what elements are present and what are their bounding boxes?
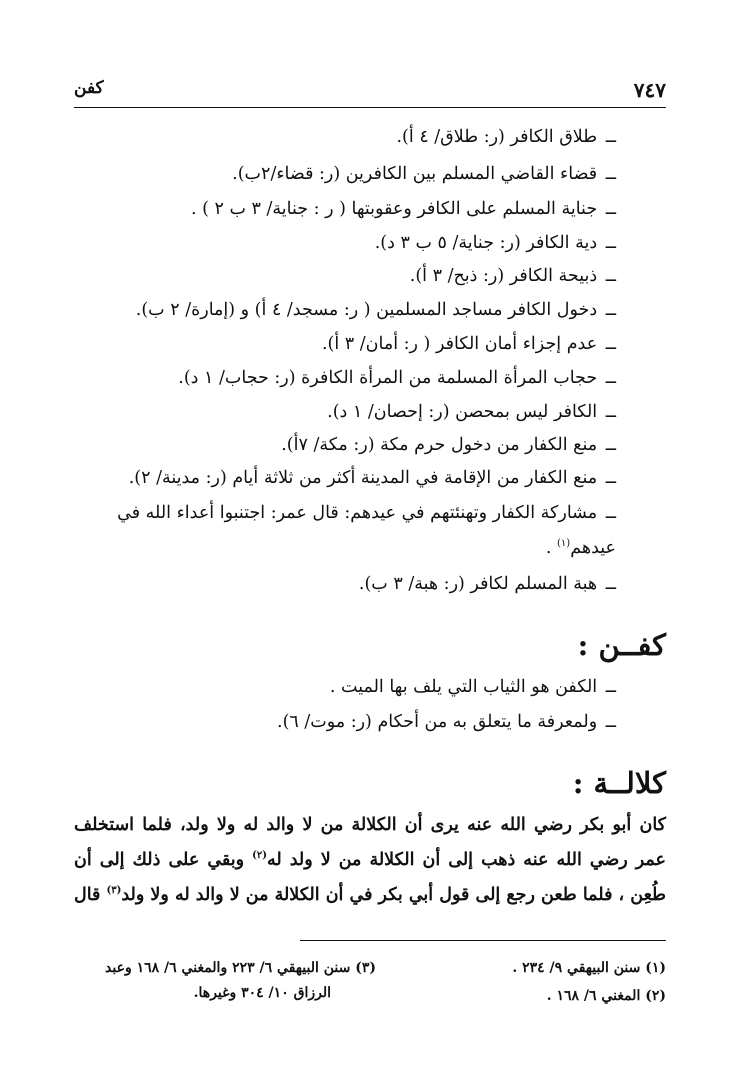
list-item: ــ دية الكافر (ر: جناية/ ٥ ب ٣ د). bbox=[374, 233, 616, 253]
list-item: ــ الكافر ليس بمحصن (ر: إحصان/ ١ د). bbox=[327, 402, 616, 422]
page-number: ٧٤٧ bbox=[633, 78, 666, 102]
list-item-continuation: عيدهم$^{(١)}$ . bbox=[545, 538, 616, 558]
paragraph-line: كان أبو بكر رضي الله عنه يرى أن الكلالة من لا والد له ولا ولد، فلما استخلف bbox=[74, 815, 666, 835]
list-item: ــ عدم إجزاء أمان الكافر ( ر: أمان/ ٣ أ). bbox=[321, 334, 616, 354]
paragraph-line: طُعِن ، فلما طعن رجع إلى قول أبي بكر في أن الكلالة من لا والد له ولا ولد$^{(٣)}$ قال bbox=[74, 885, 666, 905]
footnote: (٣) سنن البيهقي ٦/ ٢٢٣ والمغني ٦/ ١٦٨ وعبد bbox=[105, 960, 376, 976]
list-item: ــ منع الكفار من الإقامة في المدينة أكثر من ثلاثة أيام (ر: مدينة/ ٢). bbox=[128, 468, 616, 488]
list-item: ــ طلاق الكافر (ر: طلاق/ ٤ أ). bbox=[396, 127, 616, 147]
list-item: ــ ذبيحة الكافر (ر: ذبح/ ٣ أ). bbox=[409, 266, 616, 286]
list-item: ــ الكفن هو الثياب التي يلف بها الميت . bbox=[329, 677, 616, 697]
footnote-ref: (١) bbox=[557, 538, 571, 550]
footnote-ref: (٢) bbox=[252, 850, 267, 862]
footnote: (١) سنن البيهقي ٩/ ٢٣٤ . bbox=[512, 960, 666, 976]
footnote-continuation: الرزاق ١٠/ ٣٠٤ وغيرها. bbox=[193, 985, 331, 1001]
list-item: ــ جناية المسلم على الكافر وعقوبتها ( ر : جناية/ ٣ ب ٢ ) . bbox=[190, 199, 616, 219]
list-item: ــ منع الكفار من دخول حرم مكة (ر: مكة/ ٧أ). bbox=[281, 435, 616, 455]
list-item: ــ ولمعرفة ما يتعلق به من أحكام (ر: موت/ ٦). bbox=[277, 712, 616, 732]
list-item: ــ حجاب المرأة المسلمة من المرأة الكافرة (ر: حجاب/ ١ د). bbox=[178, 368, 616, 388]
list-item: ــ هبة المسلم لكافر (ر: هبة/ ٣ ب). bbox=[358, 574, 616, 594]
header-divider bbox=[74, 107, 666, 108]
footnote: (٢) المغني ٦/ ١٦٨ . bbox=[546, 988, 666, 1004]
section-heading-kalala: كلالــة : bbox=[572, 766, 666, 800]
footnote-ref: (٣) bbox=[106, 885, 122, 897]
list-item: ــ قضاء القاضي المسلم بين الكافرين (ر: قضاء/٢ب). bbox=[232, 164, 616, 184]
page-header bbox=[74, 78, 666, 106]
list-item: ــ مشاركة الكفار وتهنئتهم في عيدهم: قال عمر: اجتنبوا أعداء الله في bbox=[117, 503, 616, 523]
list-item: ــ دخول الكافر مساجد المسلمين ( ر: مسجد/ ٤ أ) و (إمارة/ ٢ ب). bbox=[135, 300, 616, 320]
section-heading-kafan: كفــن : bbox=[577, 628, 666, 662]
paragraph-line: عمر رضي الله عنه ذهب إلى أن الكلالة من لا ولد له$^{(٢)}$ وبقي على ذلك إلى أن bbox=[74, 850, 666, 870]
footnote-divider bbox=[300, 940, 666, 941]
running-title: كفن bbox=[74, 78, 104, 98]
